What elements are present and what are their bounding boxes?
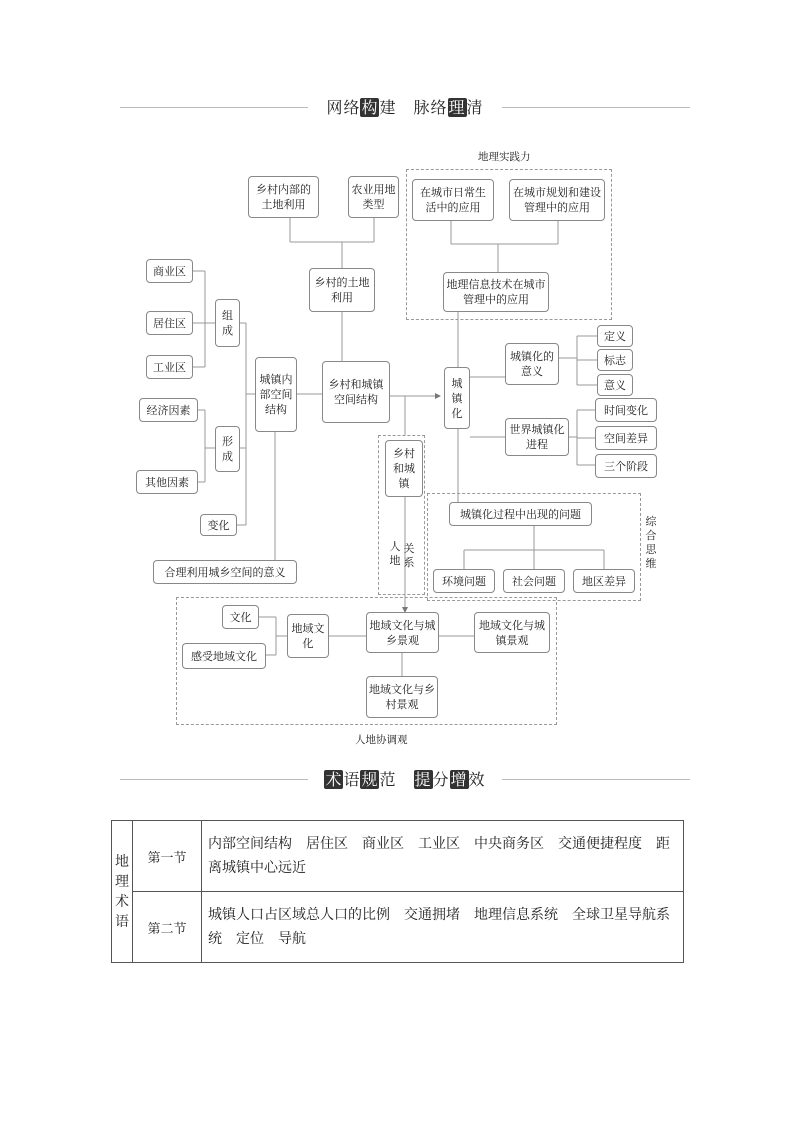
header-text: 网络 xyxy=(326,98,361,117)
node-composition: 组成 xyxy=(215,299,240,347)
header-text: 范 xyxy=(379,770,414,789)
terms-table xyxy=(111,820,684,963)
node-formation: 形成 xyxy=(215,426,240,472)
harmony-label: 人地协调观 xyxy=(355,734,408,746)
node-rational-use: 合理利用城乡空间的意义 xyxy=(153,560,297,584)
section-label: 第二节 xyxy=(133,892,202,963)
node-indicator: 标志 xyxy=(597,349,633,371)
node-urb-problems: 城镇化过程中出现的问题 xyxy=(449,502,592,526)
node-other: 其他因素 xyxy=(136,470,198,494)
node-regional-culture: 地域文化 xyxy=(287,614,329,658)
node-rural-town: 乡村和城镇 xyxy=(385,440,423,497)
node-rural-urban-structure: 乡村和城镇空间结构 xyxy=(322,361,390,423)
node-change: 变化 xyxy=(200,514,237,536)
node-urban-structure: 城镇内部空间结构 xyxy=(255,357,297,432)
node-culture: 文化 xyxy=(222,605,259,629)
header-text: 语 xyxy=(343,770,361,789)
node-culture-landscape: 地域文化与城乡景观 xyxy=(366,612,439,653)
synthesis-label-text: 综合思维 xyxy=(645,515,657,570)
node-rural-internal: 乡村内部的土地利用 xyxy=(248,176,319,218)
terms-side-label: 地理术语 xyxy=(112,821,133,963)
node-time-change: 时间变化 xyxy=(595,398,657,422)
node-social-problem: 社会问题 xyxy=(503,569,565,593)
header-text-highlight: 术 xyxy=(325,770,343,789)
node-world-urb: 世界城镇化进程 xyxy=(505,418,569,456)
node-urban-planning: 在城市规划和建设管理中的应用 xyxy=(509,179,605,221)
node-culture-rural: 地域文化与乡村景观 xyxy=(366,676,438,718)
node-regional-diff: 地区差异 xyxy=(573,569,635,593)
node-urbanization: 城镇化 xyxy=(444,367,470,429)
node-urban-daily: 在城市日常生活中的应用 xyxy=(412,179,494,221)
table-row xyxy=(112,892,684,963)
terms-content: 城镇人口占区域总人口的比例 交通拥堵 地理信息系统 全球卫星导航系统 定位 导航 xyxy=(202,892,684,963)
practice-label: 地理实践力 xyxy=(478,151,531,163)
section-label: 第一节 xyxy=(133,821,202,892)
relation-label-b: 关系 xyxy=(403,542,415,569)
header-text-highlight: 规 xyxy=(361,770,379,789)
header-text-highlight: 构 xyxy=(361,98,379,117)
header-text: 清 xyxy=(466,98,484,117)
node-env-problem: 环境问题 xyxy=(433,569,495,593)
node-culture-town: 地域文化与城镇景观 xyxy=(474,612,550,653)
node-feel-culture: 感受地域文化 xyxy=(182,643,266,669)
node-commercial: 商业区 xyxy=(146,259,193,283)
header-title xyxy=(120,768,690,792)
section-header-terms xyxy=(120,768,690,792)
node-residential: 居住区 xyxy=(146,311,193,335)
node-three-stages: 三个阶段 xyxy=(595,454,657,478)
node-space-diff: 空间差异 xyxy=(595,426,657,450)
header-text-highlight: 理 xyxy=(448,98,466,117)
node-definition: 定义 xyxy=(597,325,633,347)
node-rural-land: 乡村的土地利用 xyxy=(309,268,375,312)
header-text: 效 xyxy=(468,770,486,789)
header-text: 建 脉络 xyxy=(379,98,448,117)
node-significance: 意义 xyxy=(597,374,633,396)
node-economic: 经济因素 xyxy=(139,398,198,422)
header-text: 分 xyxy=(432,770,450,789)
synthesis-label xyxy=(645,515,657,571)
terms-content: 内部空间结构 居住区 商业区 工业区 中央商务区 交通便捷程度 距离城镇中心远近 xyxy=(202,821,684,892)
header-text-highlight: 提 xyxy=(414,770,432,789)
table-row xyxy=(112,821,684,892)
node-industrial: 工业区 xyxy=(146,355,193,379)
node-farmland: 农业用地类型 xyxy=(348,176,399,218)
relation-label-a: 人地 xyxy=(389,540,401,567)
header-text-highlight: 增 xyxy=(450,770,468,789)
node-gis-app: 地理信息技术在城市管理中的应用 xyxy=(443,272,549,312)
node-urb-meaning: 城镇化的意义 xyxy=(505,343,559,385)
